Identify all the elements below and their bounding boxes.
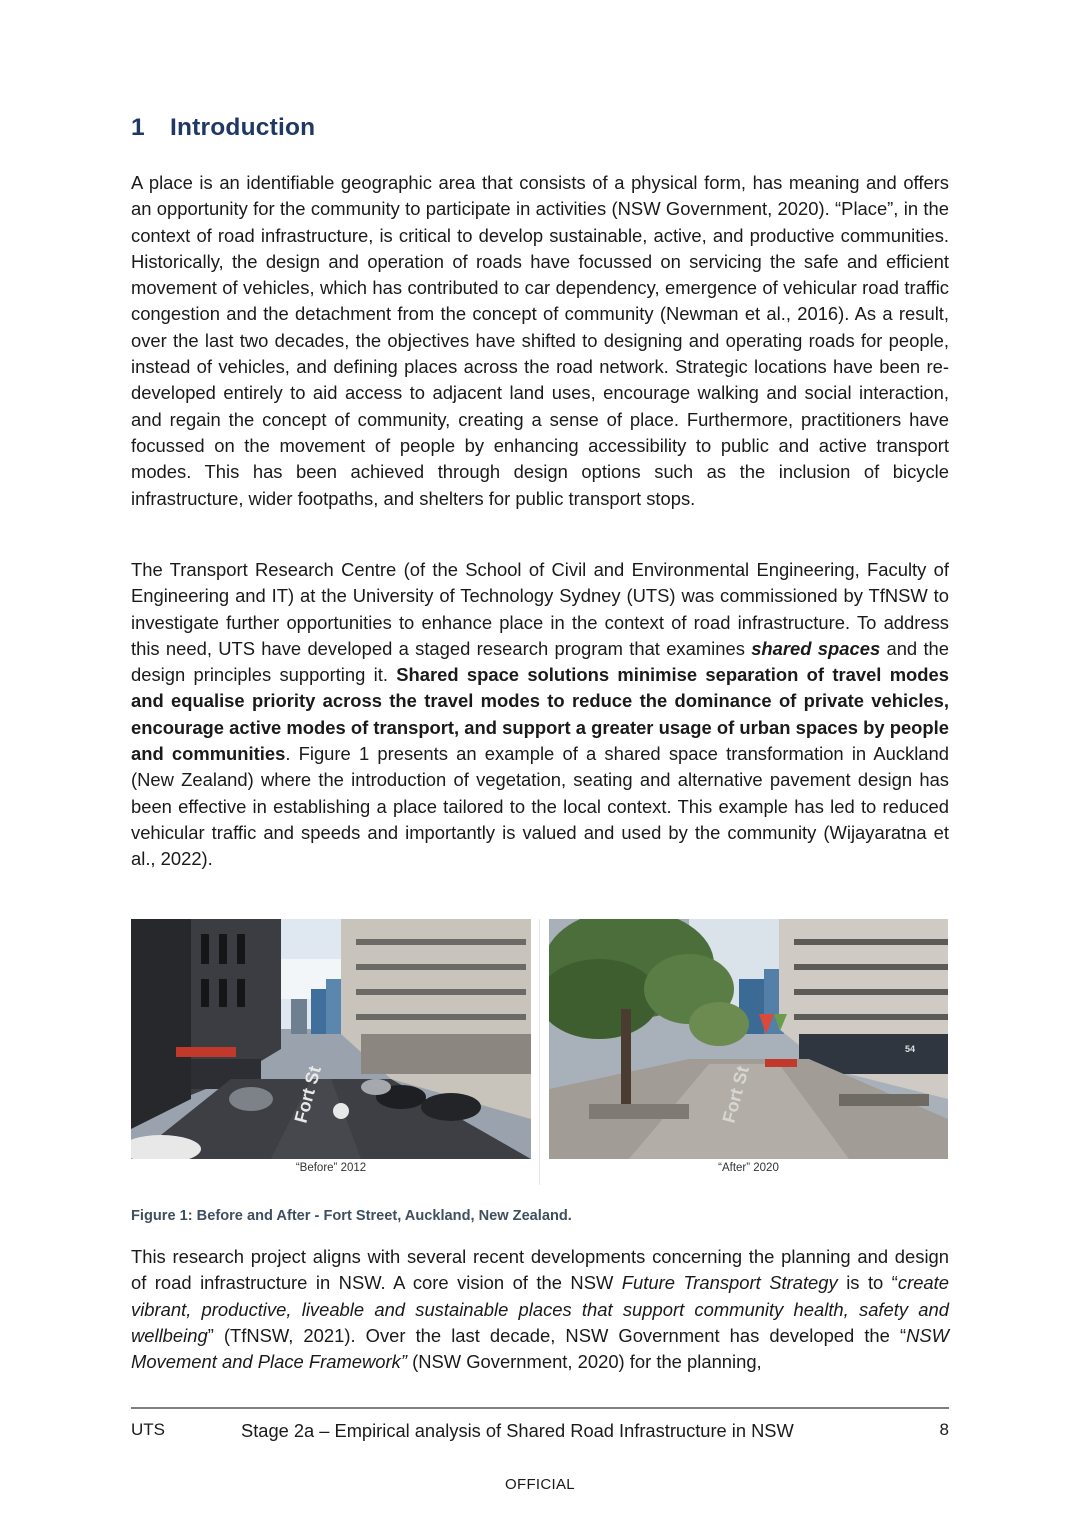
p2-text-a: The Transport Research Centre (of the School of Civil and Environmental Engineering, Faculty of Engineering and IT) at the University of Technology Sydney (UTS) was commissioned by TfNSW to investigate further opportunities to enhance place in the context of road infrastructure. To address this need, UTS have developed a staged research program that examines: [131, 559, 949, 659]
building-number-label: 54: [905, 1044, 916, 1054]
p3-text-e: ” (TfNSW, 2021). Over the last decade, NSW Government has developed the “: [207, 1324, 907, 1346]
p3-framework-title: NSW Movement and Place Framework”: [131, 1324, 949, 1373]
figure-caption: Figure 1: Before and After - Fort Street, Auckland, New Zealand.: [131, 1208, 572, 1224]
street-marking-after: Fort St: [718, 1063, 753, 1126]
section-title: Introduction: [170, 114, 316, 141]
footer-rule: [131, 1407, 949, 1409]
p3-text-g: (NSW Government, 2020) for the planning,: [406, 1351, 762, 1373]
p2-bold-definition: Shared space solutions minimise separation of travel modes and equalise priority across the travel modes to reduce the dominance of private vehicles, encourage active modes of transport, and support a greater usage of urban spaces by people and communities: [131, 664, 949, 765]
photo-divider: [539, 919, 540, 1185]
footer-document-title: Stage 2a – Empirical analysis of Shared Road Infrastructure in NSW: [241, 1420, 794, 1441]
street-marking-before: Fort St: [290, 1063, 325, 1126]
photo-caption-before: “Before” 2012: [295, 1162, 367, 1174]
p2-text-c: and the design principles supporting it.: [131, 637, 950, 686]
p3-text-a: This research project aligns with several recent developments concerning the planning and design of road infrastructure in NSW. A core vision of the NSW: [131, 1246, 949, 1294]
paragraph-intro: A place is an identifiable geographic area that consists of a physical form, has meaning and offers an opportunity for the community to participate in activities (NSW Government, 2020). “Place”, in the context of road infrastructure, is critical to develop sustainable, active, and productive communities. Historically, the design and operation of roads have focussed on servicing the safe and efficient movement of vehicles, which has contributed to car dependency, emergence of vehicular road traffic congestion and the detachment from the concept of community (Newman et al., 2016). As a result, over the last two decades, the objectives have shifted to designing and operating roads for people, instead of vehicles, and defining places across the road network. Strategic locations have been re-developed entirely to aid access to adjacent land uses, encourage walking and social interaction, and regain the concept of community, creating a sense of place. Furthermore, practitioners have focussed on the movement of people by enhancing accessibility to public and active transport modes. This has been achieved through design options such as the inclusion of bicycle infrastructure, wider footpaths, and shelters for public transport stops.: [131, 172, 949, 509]
p3-strategy-title: Future Transport Strategy: [621, 1272, 838, 1294]
section-number: 1: [131, 114, 145, 141]
photo-before-2012: [131, 919, 531, 1159]
security-classification: OFFICIAL: [505, 1476, 575, 1493]
paragraph-alignment: [131, 1244, 949, 1375]
footer-organisation: UTS: [131, 1420, 165, 1439]
photo-after-2020: [549, 919, 948, 1159]
p3-quote: create vibrant, productive, liveable and sustainable places that support community health, safety and wellbeing: [131, 1272, 949, 1346]
paragraph-research-program: [131, 557, 949, 873]
p2-text-e: . Figure 1 presents an example of a shared space transformation in Auckland (New Zealand) where the introduction of vegetation, seating and alternative pavement design has been effective in establishing a place tailored to the local context. This example has led to reduced vehicular traffic and speeds and importantly is valued and used by the community (Wijayaratna et al., 2022).: [131, 743, 949, 870]
p3-text-c: is to “: [837, 1272, 898, 1294]
page-number: 8: [939, 1420, 949, 1439]
photo-caption-after: “After” 2020: [718, 1162, 779, 1174]
p2-shared-spaces-emphasis: shared spaces: [751, 637, 881, 659]
section-heading: [131, 114, 315, 142]
